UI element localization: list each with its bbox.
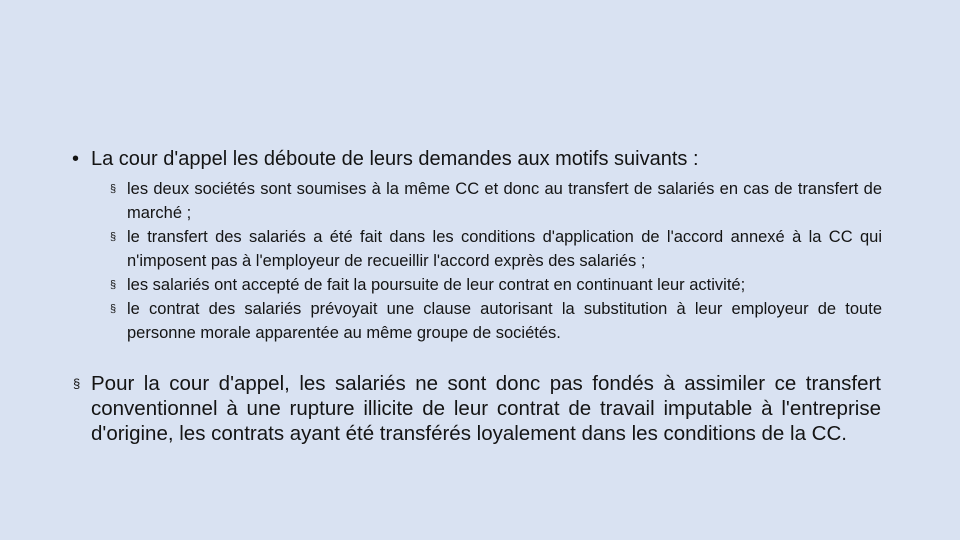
- conclusion-paragraph: [73, 371, 881, 446]
- section-marker: §: [110, 303, 117, 315]
- reason-text: le contrat des salariés prévoyait une clause autorisant la substitution à leur employeur de toute personne morale apparentée au même groupe de sociétés.: [127, 300, 882, 342]
- intro-bullet-text: La cour d'appel les déboute de leurs demandes aux motifs suivants :: [91, 148, 699, 170]
- conclusion-text: Pour la cour d'appel, les salariés ne sont donc pas fondés à assimiler ce transfert conventionnel à une rupture illicite de leur contrat de travail imputable à l'entreprise d'origine, les contrats ayant été transférés loyalement dans les conditions de la CC.: [91, 372, 881, 445]
- reason-text: les salariés ont accepté de fait la poursuite de leur contrat en continuant leur activité;: [127, 276, 746, 294]
- section-marker: §: [110, 183, 117, 195]
- section-marker: §: [110, 279, 117, 291]
- section-marker: §: [73, 376, 81, 391]
- reason-item: [110, 297, 882, 345]
- intro-bullet: [72, 146, 872, 172]
- reason-item: [110, 225, 882, 273]
- reasons-list: [110, 177, 882, 345]
- reason-text: les deux sociétés sont soumises à la même CC et donc au transfert de salariés en cas de transfert de marché ;: [127, 180, 882, 222]
- bullet-marker: •: [72, 148, 80, 170]
- reason-item: [110, 177, 882, 225]
- reason-text: le transfert des salariés a été fait dans les conditions d'application de l'accord annexé à la CC qui n'imposent pas à l'employeur de recueillir l'accord exprès des salariés ;: [127, 228, 882, 270]
- reason-item: [110, 273, 882, 297]
- section-marker: §: [110, 231, 117, 243]
